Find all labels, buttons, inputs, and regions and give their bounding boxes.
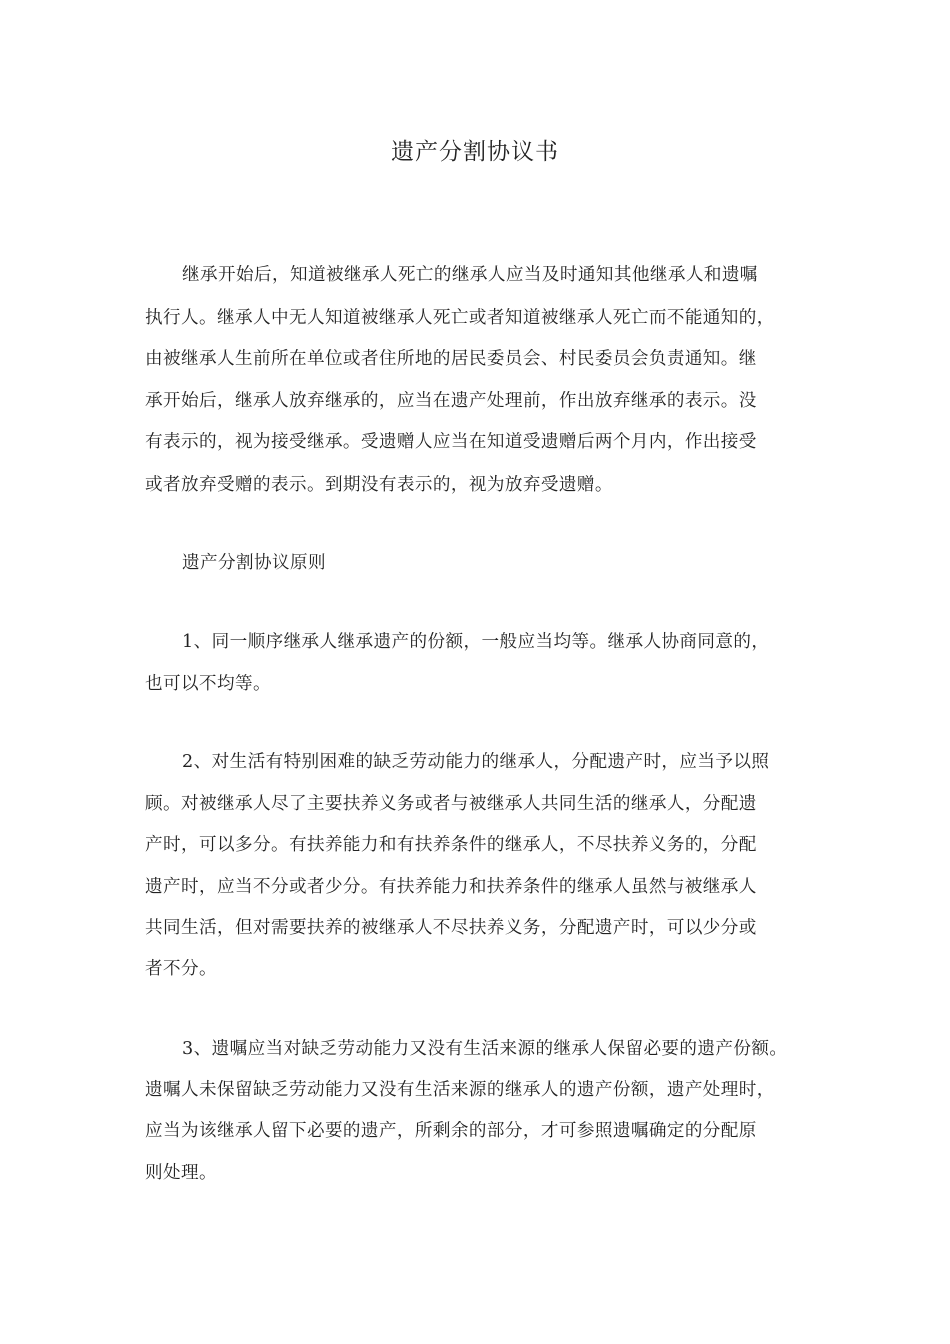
paragraph-1-line-1: 继承开始后，知道被继承人死亡的继承人应当及时通知其他继承人和遗嘱 bbox=[182, 265, 758, 285]
paragraph-1-line-5: 有表示的，视为接受继承。受遗赠人应当在知道受遗赠后两个月内，作出接受 bbox=[145, 432, 757, 452]
item-2-line-6: 者不分。 bbox=[145, 959, 217, 979]
item-3-line-4: 则处理。 bbox=[145, 1163, 217, 1183]
item-2-line-3: 产时，可以多分。有扶养能力和有扶养条件的继承人，不尽扶养义务的，分配 bbox=[145, 835, 757, 855]
section-heading: 遗产分割协议原则 bbox=[182, 553, 326, 573]
document-title: 遗产分割协议书 bbox=[391, 139, 559, 165]
item-3-line-1: 3、遗嘱应当对缺乏劳动能力又没有生活来源的继承人保留必要的遗产份额。 bbox=[182, 1039, 788, 1059]
paragraph-1-line-6: 或者放弃受赠的表示。到期没有表示的，视为放弃受遗赠。 bbox=[145, 475, 613, 495]
item-3-line-2: 遗嘱人未保留缺乏劳动能力又没有生活来源的继承人的遗产份额，遗产处理时， bbox=[145, 1080, 775, 1100]
item-3-line-3: 应当为该继承人留下必要的遗产，所剩余的部分，才可参照遗嘱确定的分配原 bbox=[145, 1121, 757, 1141]
paragraph-1-line-3: 由被继承人生前所在单位或者住所地的居民委员会、村民委员会负责通知。继 bbox=[145, 349, 757, 369]
item-1-line-1: 1、同一顺序继承人继承遗产的份额，一般应当均等。继承人协商同意的， bbox=[182, 632, 770, 652]
item-2-line-2: 顾。对被继承人尽了主要扶养义务或者与被继承人共同生活的继承人，分配遗 bbox=[145, 794, 757, 814]
item-2-line-4: 遗产时，应当不分或者少分。有扶养能力和扶养条件的继承人虽然与被继承人 bbox=[145, 877, 757, 897]
item-2-line-5: 共同生活，但对需要扶养的被继承人不尽扶养义务，分配遗产时，可以少分或 bbox=[145, 918, 757, 938]
paragraph-1-line-2: 执行人。继承人中无人知道被继承人死亡或者知道被继承人死亡而不能通知的， bbox=[145, 308, 775, 328]
item-2-line-1: 2、对生活有特别困难的缺乏劳动能力的继承人，分配遗产时，应当予以照 bbox=[182, 752, 770, 772]
paragraph-1-line-4: 承开始后，继承人放弃继承的，应当在遗产处理前，作出放弃继承的表示。没 bbox=[145, 391, 757, 411]
item-1-line-2: 也可以不均等。 bbox=[145, 674, 271, 694]
